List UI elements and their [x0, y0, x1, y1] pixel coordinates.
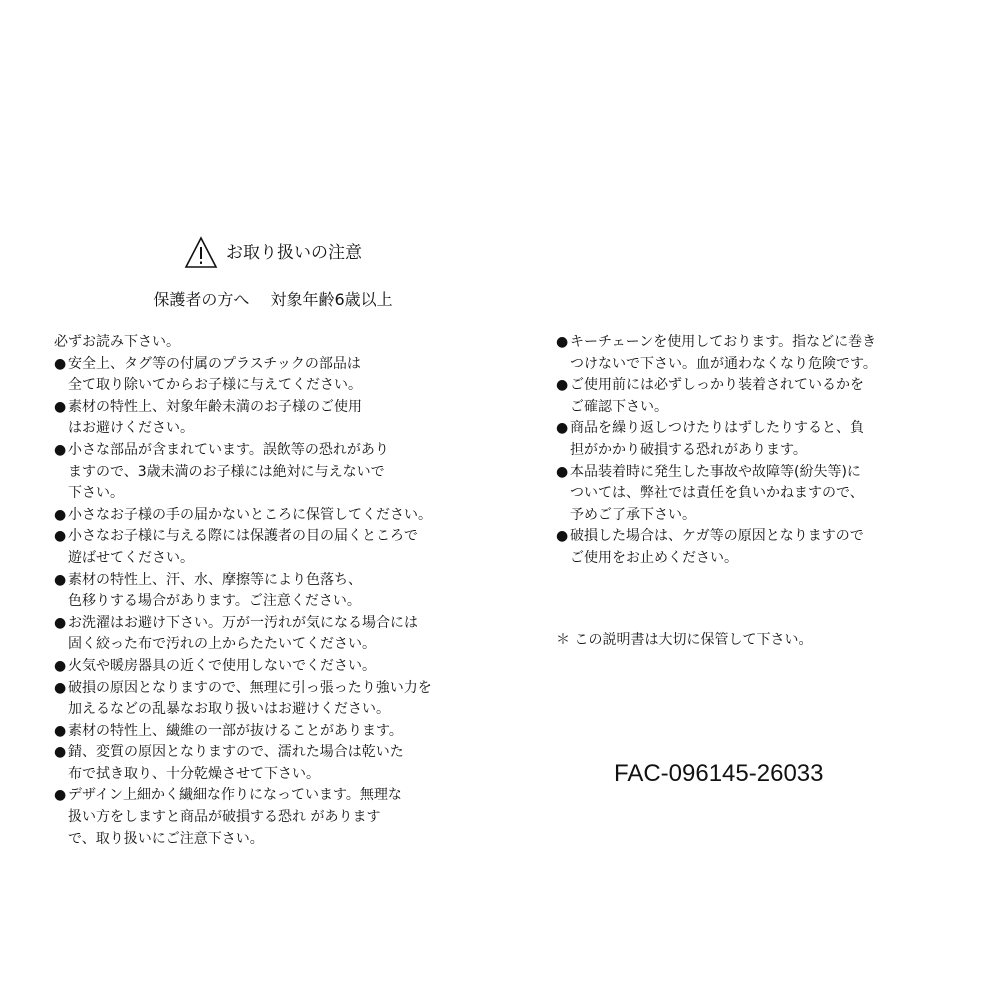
- notice-line: [54, 354, 494, 376]
- notice-item: [54, 570, 494, 613]
- bullet-icon: ●: [54, 679, 67, 696]
- notice-text: 破損した場合は、ケガ等の原因となりますので: [570, 528, 864, 545]
- bullet-icon: ●: [54, 355, 67, 372]
- notice-text: 火気や暖房器具の近くで使用しないでください。: [68, 657, 376, 674]
- notice-text: 素材の特性上、汗、水、摩擦等により色落ち、: [68, 571, 362, 588]
- notice-text: 小さなお子様に与える際には保護者の目の届くところで: [68, 528, 418, 545]
- notice-text: ご使用をお止めください。: [570, 549, 738, 566]
- notice-line: [54, 699, 494, 721]
- notice-text: 加えるなどの乱暴なお取り扱いはお避けください。: [68, 701, 390, 718]
- notice-line: [54, 721, 494, 743]
- notice-item: [54, 613, 494, 656]
- notice-line: [54, 656, 494, 678]
- notice-line: [54, 440, 494, 462]
- notice-line: [556, 354, 986, 376]
- notice-line: [556, 397, 986, 419]
- subtitle: 保護者の方へ 対象年齢6歳以上: [153, 290, 393, 309]
- notice-text: ご使用前には必ずしっかり装着されているかを: [570, 377, 864, 394]
- notice-text: デザイン上細かく繊細な作りになっています。無理な: [68, 787, 402, 804]
- notice-line: [556, 418, 986, 440]
- bullet-icon: ●: [54, 528, 67, 545]
- notice-line: [556, 526, 986, 548]
- notice-line: [556, 332, 986, 354]
- notice-line: [54, 570, 494, 592]
- notice-item: [54, 656, 494, 678]
- notice-line: [54, 785, 494, 807]
- notice-item: [54, 678, 494, 721]
- right-notice-list: [556, 332, 986, 570]
- bullet-icon: ●: [556, 528, 569, 545]
- notice-line: [54, 397, 494, 419]
- notice-item: [556, 526, 986, 569]
- title-text: お取り扱いの注意: [226, 243, 362, 263]
- notice-item: [54, 397, 494, 440]
- notice-line: [54, 483, 494, 505]
- notice-item: [54, 526, 494, 569]
- notice-line: [54, 462, 494, 484]
- bullet-icon: ●: [556, 334, 569, 350]
- notice-line: [54, 505, 494, 527]
- notice-line: [54, 678, 494, 700]
- notice-text: 破損の原因となりますので、無理に引っ張ったり強い力を: [68, 679, 432, 696]
- bullet-icon: ●: [54, 787, 67, 804]
- notice-text: 商品を繰り返しつけたりはずしたりすると、負: [570, 420, 864, 437]
- bullet-icon: ●: [54, 506, 67, 523]
- notice-item: [54, 742, 494, 785]
- notice-line: [54, 764, 494, 786]
- notice-text: お洗濯はお避け下さい。万が一汚れが気になる場合には: [68, 614, 418, 631]
- bullet-icon: ●: [54, 744, 67, 761]
- notice-line: [54, 634, 494, 656]
- notice-item: [54, 721, 494, 743]
- notice-text: 予めご了承下さい。: [570, 506, 696, 523]
- notice-text: 下さい。: [68, 485, 124, 502]
- left-notice-column: [54, 332, 494, 850]
- notice-text: 担がかかり破損する恐れがあります。: [570, 441, 807, 458]
- notice-item: [54, 505, 494, 527]
- notice-item: [54, 440, 494, 505]
- notice-line: [556, 462, 986, 484]
- notice-text: 素材の特性上、対象年齢未満のお子様のご使用: [68, 398, 362, 415]
- notice-item: [556, 332, 986, 375]
- warning-icon: [184, 236, 218, 270]
- notice-line: [54, 526, 494, 548]
- footnote: ＊ この説明書は大切に保管して下さい。: [556, 632, 813, 648]
- notice-line: [556, 440, 986, 462]
- notice-line: [556, 483, 986, 505]
- intro-text: 必ずお読み下さい。: [54, 334, 180, 350]
- notice-text: 布で拭き取り、十分乾燥させて下さい。: [68, 765, 320, 782]
- notice-text: 遊ばせてください。: [68, 549, 194, 566]
- notice-line: [54, 613, 494, 635]
- notice-text: 安全上、タグ等の付属のプラスチックの部品は: [68, 355, 361, 372]
- bullet-icon: ●: [54, 398, 67, 415]
- notice-text: ご確認下さい。: [570, 398, 668, 415]
- notice-line: [54, 418, 494, 440]
- notice-item: [556, 462, 986, 527]
- notice-line: [54, 807, 494, 829]
- left-notice-list: [54, 354, 494, 851]
- bullet-icon: ●: [54, 614, 67, 631]
- notice-text: ますので、3歳未満のお子様には絶対に与えないで: [68, 463, 385, 480]
- notice-line: [54, 829, 494, 851]
- notice-line: [54, 742, 494, 764]
- page-title: [0, 236, 546, 270]
- bullet-icon: ●: [54, 571, 67, 588]
- bullet-icon: ●: [556, 377, 569, 394]
- bullet-icon: ●: [54, 657, 67, 674]
- notice-text: 素材の特性上、繊維の一部が抜けることがあります。: [68, 722, 403, 739]
- notice-text: 小さなお子様の手の届かないところに保管してください。: [68, 506, 432, 523]
- notice-text: ついては、弊社では責任を負いかねますので、: [570, 485, 864, 502]
- notice-line: [54, 375, 494, 397]
- notice-line: [54, 591, 494, 613]
- product-code: FAC-096145-26033: [614, 760, 824, 787]
- notice-text: 本品装着時に発生した事故や故障等(紛失等)に: [570, 463, 861, 480]
- notice-item: [54, 785, 494, 850]
- notice-text: 小さな部品が含まれています。誤飲等の恐れがあり: [68, 441, 389, 458]
- bullet-icon: ●: [54, 441, 67, 458]
- notice-item: [54, 354, 494, 397]
- notice-text: はお避けください。: [68, 420, 194, 437]
- notice-text: キーチェーンを使用しております。指などに巻き: [570, 334, 877, 350]
- notice-text: 扱い方をしますと商品が破損する恐れ があります: [68, 809, 381, 826]
- right-notice-column: [556, 332, 986, 570]
- notice-line: [556, 375, 986, 397]
- notice-line: [54, 548, 494, 570]
- notice-text: 錆、変質の原因となりますので、濡れた場合は乾いた: [68, 744, 404, 761]
- notice-line: [556, 505, 986, 527]
- notice-text: 全て取り除いてからお子様に与えてください。: [68, 377, 362, 394]
- notice-line: [556, 548, 986, 570]
- notice-text: で、取り扱いにご注意下さい。: [68, 830, 264, 847]
- notice-item: [556, 418, 986, 461]
- notice-text: 色移りする場合があります。ご注意ください。: [68, 593, 361, 610]
- notice-item: [556, 375, 986, 418]
- bullet-icon: ●: [556, 420, 569, 437]
- bullet-icon: ●: [54, 722, 67, 739]
- notice-text: つけないで下さい。血が通わなくなり危険です。: [570, 355, 877, 372]
- bullet-icon: ●: [556, 463, 569, 480]
- notice-text: 固く絞った布で汚れの上からたたいてください。: [68, 636, 376, 653]
